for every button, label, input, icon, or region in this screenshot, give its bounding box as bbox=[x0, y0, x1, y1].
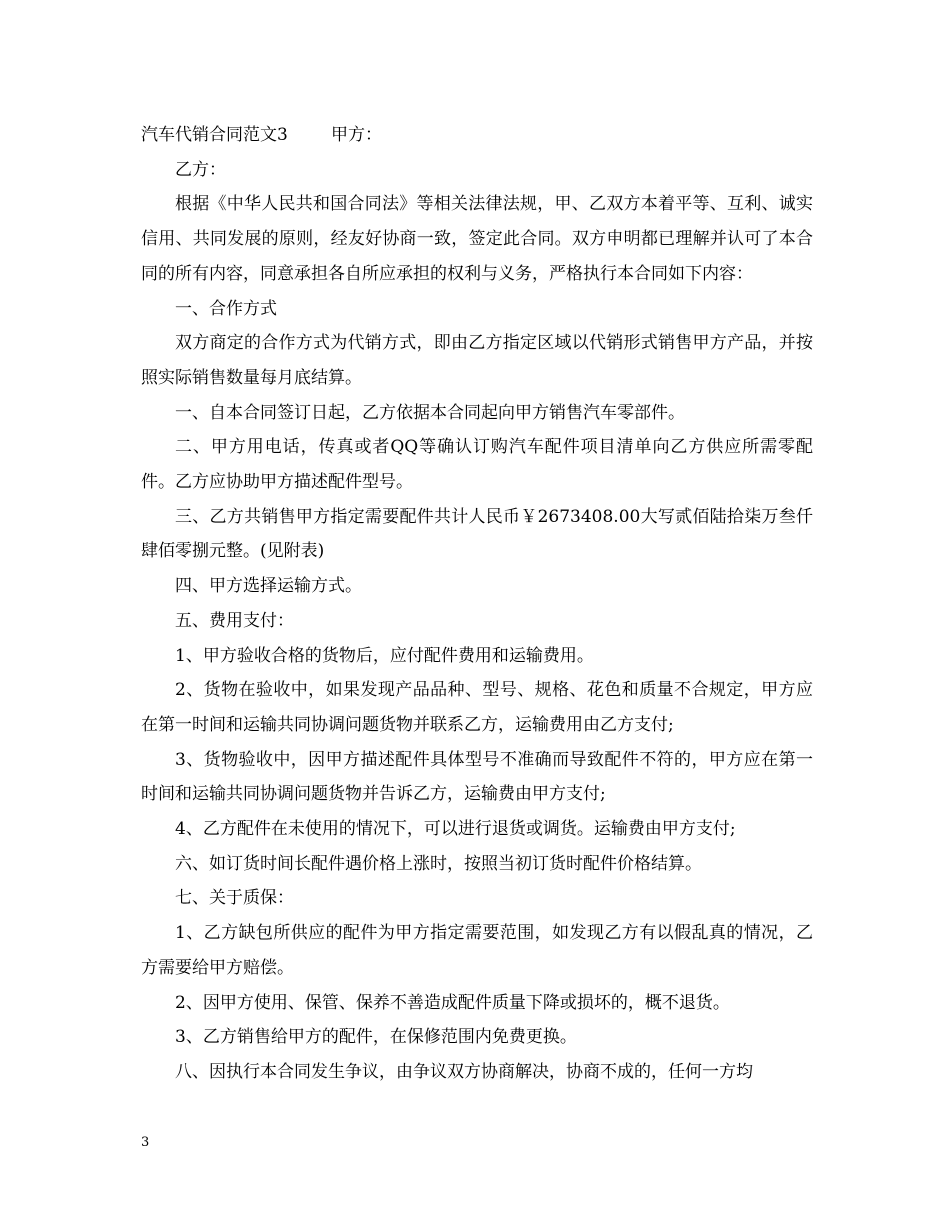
clause-4: 四、甲方选择运输方式。 bbox=[175, 576, 362, 597]
document-body bbox=[141, 118, 813, 1090]
clause-6: 六、如订货时间长配件遇价格上涨时，按照当初订货时配件价格结算。 bbox=[175, 853, 702, 874]
preamble-paragraph: 根据《中华人民共和国合同法》等相关法律法规，甲、乙双方本着平等、互利、诚实信用、共同发展的原则，经友好协商一致，签定此合同。双方申明都已理解并认可了本合同的所有内容，同意承担各自所应承担的权利与义务，严格执行本合同如下内容： bbox=[141, 194, 813, 284]
payment-item-4: 4、乙方配件在未使用的情况下，可以进行退货或调货。运输费由甲方支付; bbox=[175, 819, 736, 840]
clause-2: 二、甲方用电话，传真或者QQ等确认订购汽车配件项目清单向乙方供应所需零配件。乙方应协助甲方描述配件型号。 bbox=[141, 437, 813, 493]
clause-1: 一、自本合同签订日起，乙方依据本合同起向甲方销售汽车零部件。 bbox=[175, 402, 685, 423]
clause-3: 三、乙方共销售甲方指定需要配件共计人民币￥2673408.00大写贰佰陆拾柒万叁仟肆佰零捌元整。(见附表) bbox=[141, 506, 813, 562]
page-number: 3 bbox=[141, 1135, 150, 1150]
heading-title-line: 汽车代销合同范文3 甲方： bbox=[141, 125, 383, 145]
payment-item-1: 1、甲方验收合格的货物后，应付配件费用和运输费用。 bbox=[175, 645, 594, 666]
payment-item-3: 3、货物验收中，因甲方描述配件具体型号不准确而导致配件不符的，甲方应在第一时间和运输共同协调问题货物并告诉乙方，运输费由甲方支付; bbox=[141, 749, 813, 805]
warranty-item-3: 3、乙方销售给甲方的配件，在保修范围内免费更换。 bbox=[175, 1027, 577, 1048]
clause-8: 八、因执行本合同发生争议，由争议双方协商解决，协商不成的，任何一方均 bbox=[175, 1061, 753, 1082]
payment-item-2: 2、货物在验收中，如果发现产品品种、型号、规格、花色和质量不合规定，甲方应在第一时间和运输共同协调问题货物并联系乙方，运输费用由乙方支付; bbox=[141, 680, 813, 735]
warranty-item-1: 1、乙方缺包所供应的配件为甲方指定需要范围，如发现乙方有以假乱真的情况，乙方需要给甲方赔偿。 bbox=[141, 923, 813, 978]
party-b-line: 乙方： bbox=[175, 159, 226, 180]
clause-7-heading: 七、关于质保： bbox=[175, 888, 294, 909]
warranty-item-2: 2、因甲方使用、保管、保养不善造成配件质量下降或损坏的，概不退货。 bbox=[175, 992, 730, 1013]
clause-5-heading: 五、费用支付： bbox=[175, 610, 294, 631]
section-heading-cooperation: 一、合作方式 bbox=[175, 298, 277, 319]
cooperation-paragraph: 双方商定的合作方式为代销方式，即由乙方指定区域以代销形式销售甲方产品，并按照实际销售数量每月底结算。 bbox=[141, 333, 813, 388]
